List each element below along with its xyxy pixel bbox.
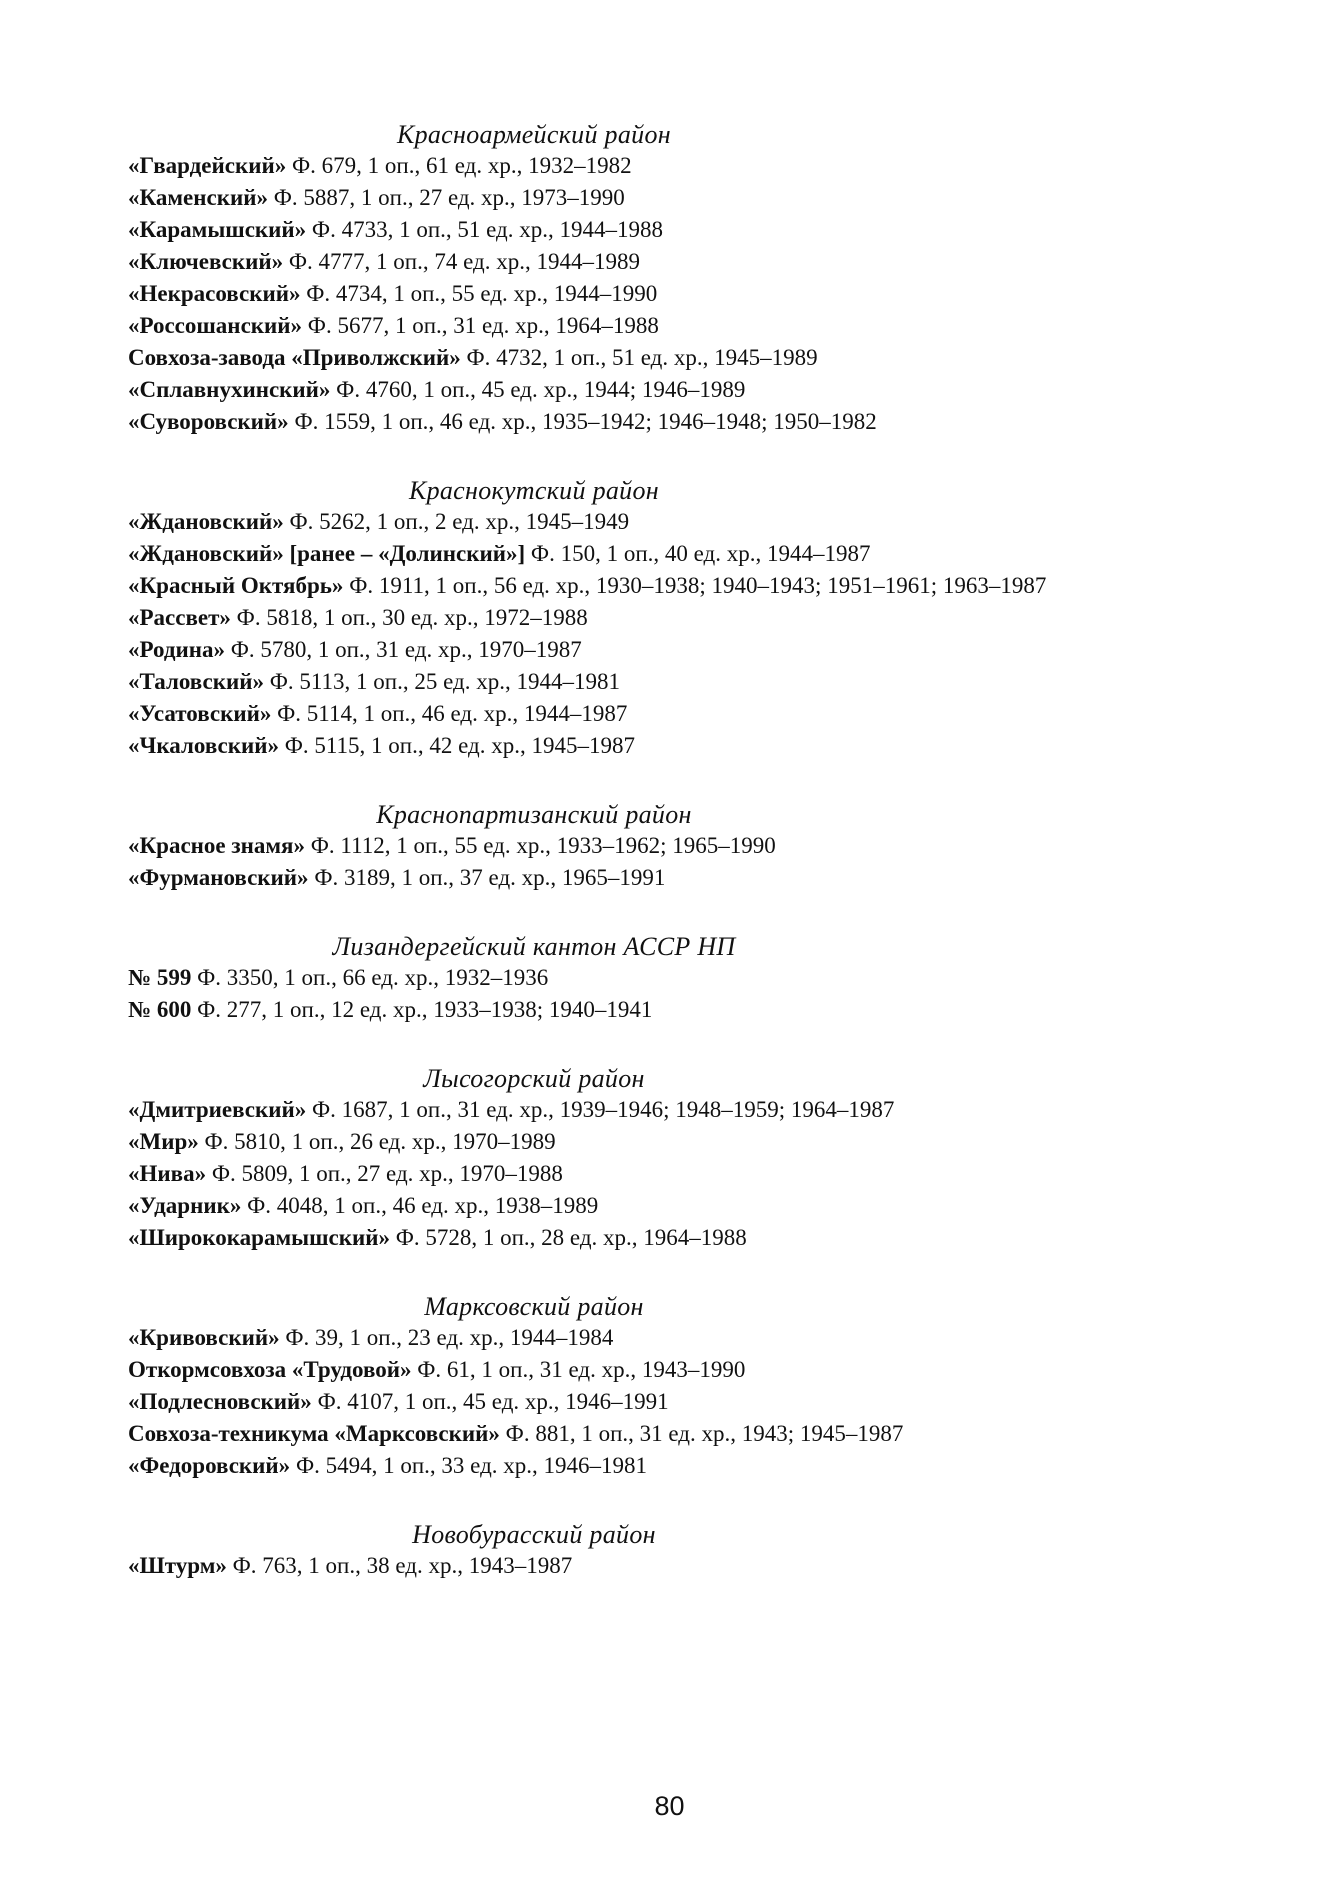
entry-name: «Суворовский»	[128, 409, 289, 434]
entry-name: «Карамышский»	[128, 217, 307, 242]
entry-details: Ф. 150, 1 оп., 40 ед. хр., 1944–1987	[525, 541, 871, 566]
section-title: Марксовский район	[424, 1292, 644, 1321]
section-krasnoarmeisky	[128, 120, 1228, 438]
list-item	[128, 602, 1228, 634]
entry-name: «Мир»	[128, 1129, 199, 1154]
entry-name: «Красный Октябрь»	[128, 573, 344, 598]
entry-list	[128, 1322, 1228, 1482]
entry-name: Совхоза-техникума «Марксовский»	[128, 1421, 500, 1446]
list-item	[128, 1354, 1228, 1386]
entry-name: «Штурм»	[128, 1553, 227, 1578]
list-item	[128, 182, 1228, 214]
entry-details: Ф. 5887, 1 оп., 27 ед. хр., 1973–1990	[267, 185, 625, 210]
entry-details: Ф. 3350, 1 оп., 66 ед. хр., 1932–1936	[191, 965, 549, 990]
section-lizandergeisky	[128, 932, 1228, 1026]
entry-name: «Некрасовский»	[128, 281, 301, 306]
entry-details: Ф. 3189, 1 оп., 37 ед. хр., 1965–1991	[308, 865, 666, 890]
list-item	[128, 862, 1228, 894]
page-number: 80	[654, 1791, 685, 1821]
entry-details: Ф. 5262, 1 оп., 2 ед. хр., 1945–1949	[283, 509, 630, 534]
entry-list	[128, 1094, 1228, 1254]
entry-name: Совхоза-завода «Приволжский»	[128, 345, 461, 370]
section-title: Краснопартизанский район	[376, 800, 692, 829]
list-item	[128, 506, 1228, 538]
entry-details: Ф. 5115, 1 оп., 42 ед. хр., 1945–1987	[278, 733, 635, 758]
list-item	[128, 150, 1228, 182]
entry-details: Ф. 4732, 1 оп., 51 ед. хр., 1945–1989	[460, 345, 818, 370]
entry-details: Ф. 5114, 1 оп., 46 ед. хр., 1944–1987	[271, 701, 628, 726]
entry-name: «Каменский»	[128, 185, 268, 210]
entry-name: «Гвардейский»	[128, 153, 287, 178]
list-item	[128, 538, 1228, 570]
entry-list	[128, 1550, 1228, 1582]
section-krasnokutsky	[128, 476, 1228, 762]
list-item	[128, 374, 1228, 406]
entry-list	[128, 506, 1228, 762]
list-item	[128, 1550, 1228, 1582]
list-item	[128, 406, 1228, 438]
list-item	[128, 1126, 1228, 1158]
list-item	[128, 1322, 1228, 1354]
entry-name: «Нива»	[128, 1161, 207, 1186]
entry-details: Ф. 277, 1 оп., 12 ед. хр., 1933–1938; 1940–1941	[191, 997, 653, 1022]
list-item	[128, 1222, 1228, 1254]
archive-list	[128, 120, 1228, 1620]
entry-details: Ф. 1112, 1 оп., 55 ед. хр., 1933–1962; 1965–1990	[305, 833, 776, 858]
list-item	[128, 1158, 1228, 1190]
entry-details: Ф. 5809, 1 оп., 27 ед. хр., 1970–1988	[206, 1161, 563, 1186]
entry-name: «Рассвет»	[128, 605, 231, 630]
entry-list	[128, 830, 1228, 894]
list-item	[128, 1450, 1228, 1482]
entry-name: «Россошанский»	[128, 313, 303, 338]
section-lysogorsky	[128, 1064, 1228, 1254]
entry-name: Откормсовхоза «Трудовой»	[128, 1357, 412, 1382]
section-title: Красноармейский район	[397, 120, 671, 149]
list-item	[128, 962, 1228, 994]
entry-details: Ф. 5728, 1 оп., 28 ед. хр., 1964–1988	[389, 1225, 747, 1250]
entry-name: «Ударник»	[128, 1193, 242, 1218]
entry-details: Ф. 763, 1 оп., 38 ед. хр., 1943–1987	[226, 1553, 573, 1578]
section-krasnopartizansky	[128, 800, 1228, 894]
entry-name: «Кривовский»	[128, 1325, 280, 1350]
list-item	[128, 666, 1228, 698]
entry-details: Ф. 5677, 1 оп., 31 ед. хр., 1964–1988	[302, 313, 659, 338]
entry-details: Ф. 5494, 1 оп., 33 ед. хр., 1946–1981	[290, 1453, 648, 1478]
list-item	[128, 278, 1228, 310]
list-item	[128, 634, 1228, 666]
section-title: Новобурасский район	[412, 1520, 656, 1549]
list-item	[128, 830, 1228, 862]
list-item	[128, 246, 1228, 278]
entry-name: «Чкаловский»	[128, 733, 279, 758]
entry-name: «Таловский»	[128, 669, 264, 694]
entry-details: Ф. 4733, 1 оп., 51 ед. хр., 1944–1988	[306, 217, 664, 242]
entry-name: «Родина»	[128, 637, 225, 662]
list-item	[128, 730, 1228, 762]
entry-details: Ф. 4760, 1 оп., 45 ед. хр., 1944; 1946–1989	[330, 377, 746, 402]
section-title: Лизандергейский кантон АССР НП	[332, 932, 736, 961]
list-item	[128, 214, 1228, 246]
list-item	[128, 310, 1228, 342]
entry-name: № 599	[128, 965, 192, 990]
entry-name: «Фурмановский»	[128, 865, 309, 890]
entry-name: «Красное знамя»	[128, 833, 305, 858]
list-item	[128, 1190, 1228, 1222]
section-title: Краснокутский район	[409, 476, 659, 505]
entry-name: № 600	[128, 997, 192, 1022]
list-item	[128, 342, 1228, 374]
entry-list	[128, 962, 1228, 1026]
entry-name: «Ждановский»	[128, 509, 284, 534]
list-item	[128, 698, 1228, 730]
entry-details: Ф. 4734, 1 оп., 55 ед. хр., 1944–1990	[300, 281, 658, 306]
entry-details: Ф. 4777, 1 оп., 74 ед. хр., 1944–1989	[283, 249, 640, 274]
entry-details: Ф. 881, 1 оп., 31 ед. хр., 1943; 1945–1987	[499, 1421, 904, 1446]
entry-details: Ф. 5818, 1 оп., 30 ед. хр., 1972–1988	[230, 605, 588, 630]
entry-details: Ф. 1687, 1 оп., 31 ед. хр., 1939–1946; 1948–1959; 1964–1987	[306, 1097, 895, 1122]
entry-name: «Федоровский»	[128, 1453, 291, 1478]
list-item	[128, 994, 1228, 1026]
entry-list	[128, 150, 1228, 438]
entry-name: «Подлесновский»	[128, 1389, 312, 1414]
entry-name: «Ждановский» [ранее – «Долинский»]	[128, 541, 526, 566]
entry-name: «Ширококарамышский»	[128, 1225, 390, 1250]
section-novoburassky	[128, 1520, 1228, 1582]
entry-details: Ф. 4107, 1 оп., 45 ед. хр., 1946–1991	[311, 1389, 669, 1414]
list-item	[128, 1418, 1228, 1450]
entry-details: Ф. 5780, 1 оп., 31 ед. хр., 1970–1987	[224, 637, 582, 662]
entry-details: Ф. 39, 1 оп., 23 ед. хр., 1944–1984	[279, 1325, 614, 1350]
entry-details: Ф. 1911, 1 оп., 56 ед. хр., 1930–1938; 1940–1943; 1951–1961; 1963–1987	[343, 573, 1047, 598]
entry-details: Ф. 679, 1 оп., 61 ед. хр., 1932–1982	[286, 153, 632, 178]
section-title: Лысогорский район	[423, 1064, 645, 1093]
entry-name: «Сплавнухинский»	[128, 377, 331, 402]
entry-details: Ф. 1559, 1 оп., 46 ед. хр., 1935–1942; 1946–1948; 1950–1982	[288, 409, 877, 434]
entry-details: Ф. 61, 1 оп., 31 ед. хр., 1943–1990	[411, 1357, 746, 1382]
entry-details: Ф. 4048, 1 оп., 46 ед. хр., 1938–1989	[241, 1193, 599, 1218]
entry-name: «Ключевский»	[128, 249, 284, 274]
list-item	[128, 1094, 1228, 1126]
entry-details: Ф. 5113, 1 оп., 25 ед. хр., 1944–1981	[263, 669, 620, 694]
entry-details: Ф. 5810, 1 оп., 26 ед. хр., 1970–1989	[198, 1129, 556, 1154]
list-item	[128, 1386, 1228, 1418]
entry-name: «Дмитриевский»	[128, 1097, 307, 1122]
section-marksovsky	[128, 1292, 1228, 1482]
list-item	[128, 570, 1228, 602]
entry-name: «Усатовский»	[128, 701, 272, 726]
